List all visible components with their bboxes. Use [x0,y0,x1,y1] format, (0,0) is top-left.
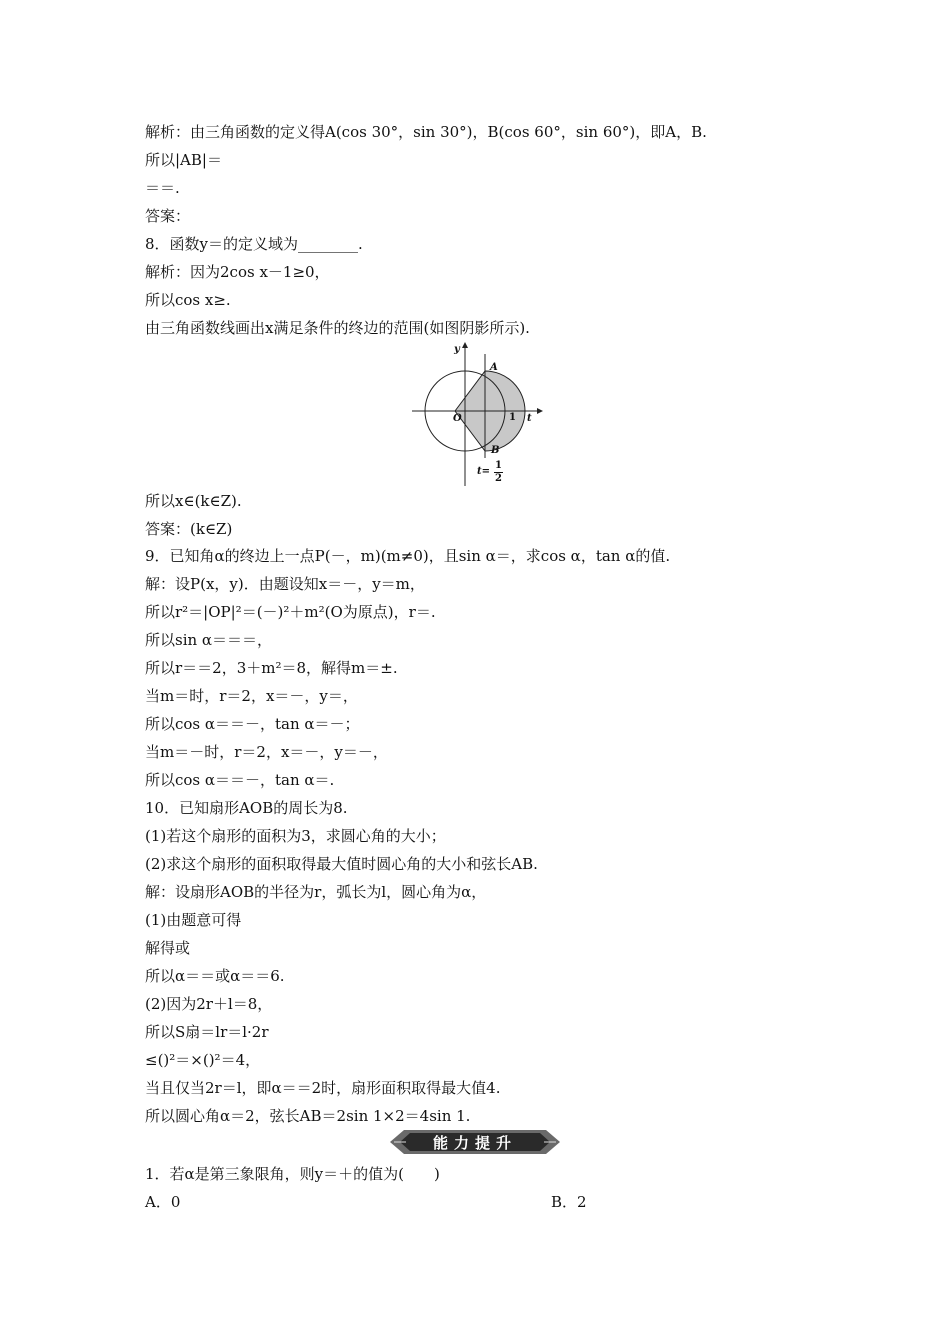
text-line: 解：设扇形AOB的半径为r，弧长为l，圆心角为α， [145,883,487,901]
text-line: 所以cos α＝＝－，tan α＝. [145,771,335,789]
text-line: 所以cos x≥. [145,291,231,309]
option-b: B．2 [551,1193,587,1211]
text-line: 所以圆心角α＝2，弦长AB＝2sin 1×2＝4sin 1. [145,1107,471,1125]
text-line: 当m＝时，r＝2，x＝－，y＝， [145,687,358,705]
text-line: ＝＝. [145,179,180,197]
text-line: 当且仅当2r＝l，即α＝＝2时，扇形面积取得最大值4. [145,1079,501,1097]
text-line: 由三角函数线画出x满足条件的终边的范围(如图阴影所示). [145,319,530,337]
y-axis-arrow [462,342,468,348]
point-a-label: A [490,362,498,373]
text-line: 解得或 [145,939,191,957]
text-line: (2)求这个扇形的面积取得最大值时圆心角的大小和弦长AB. [145,855,538,873]
text-line: 所以r＝＝2，3＋m²＝8，解得m＝±. [145,659,398,677]
text-line: 当m＝－时，r＝2，x＝－，y＝－， [145,743,388,761]
origin-label: O [453,413,462,424]
banner-title: 能力提升 [432,1134,517,1152]
half-numerator: 1 [495,460,502,471]
text-line: (2)因为2r＋l＝8， [145,995,273,1013]
one-label: 1 [509,412,516,423]
text-line: 答案：(k∈Z) [145,520,233,538]
t-axis-label: t [527,413,532,424]
question-10: 10．已知扇形AOB的周长为8. [145,799,348,817]
text-line: 解析：因为2cos x－1≥0， [145,263,330,281]
text-line: 所以x∈(k∈Z). [145,492,242,510]
section-banner [390,1128,560,1156]
y-axis-label: y [454,344,460,355]
question-8: 8．函数y＝的定义域为________. [145,235,363,253]
unit-circle-figure [410,340,545,488]
half-denominator: 2 [495,473,502,484]
text-line: (1)由题意可得 [145,911,242,929]
text-line: ≤()²＝×()²＝4， [145,1051,261,1069]
text-line: 答案： [145,207,191,225]
text-line: 所以α＝＝或α＝＝6. [145,967,285,985]
text-line: 所以cos α＝＝－，tan α＝－； [145,715,360,733]
text-line: 解析：由三角函数的定义得A(cos 30°，sin 30°)，B(cos 60°，sin 60°)，即A，B. [145,123,707,141]
text-line: 所以S扇＝lr＝l·2r [145,1023,269,1041]
point-b-label: B [491,445,500,456]
option-a: A．0 [145,1193,181,1211]
question-1: 1．若α是第三象限角，则y＝＋的值为( ) [145,1165,440,1183]
text-line: 所以r²＝|OP|²＝(－)²＋m²(O为原点)，r＝. [145,603,436,621]
t-equals-label: t= [477,466,490,477]
text-line: (1)若这个扇形的面积为3，求圆心角的大小； [145,827,446,845]
text-line: 所以|AB|＝ [145,151,222,169]
text-line: 解：设P(x，y)．由题设知x＝－，y＝m， [145,575,425,593]
text-line: 所以sin α＝＝＝， [145,631,273,649]
question-9: 9．已知角α的终边上一点P(－，m)(m≠0)，且sin α＝，求cos α，tan α的值. [145,547,671,565]
t-axis-arrow [537,408,543,414]
